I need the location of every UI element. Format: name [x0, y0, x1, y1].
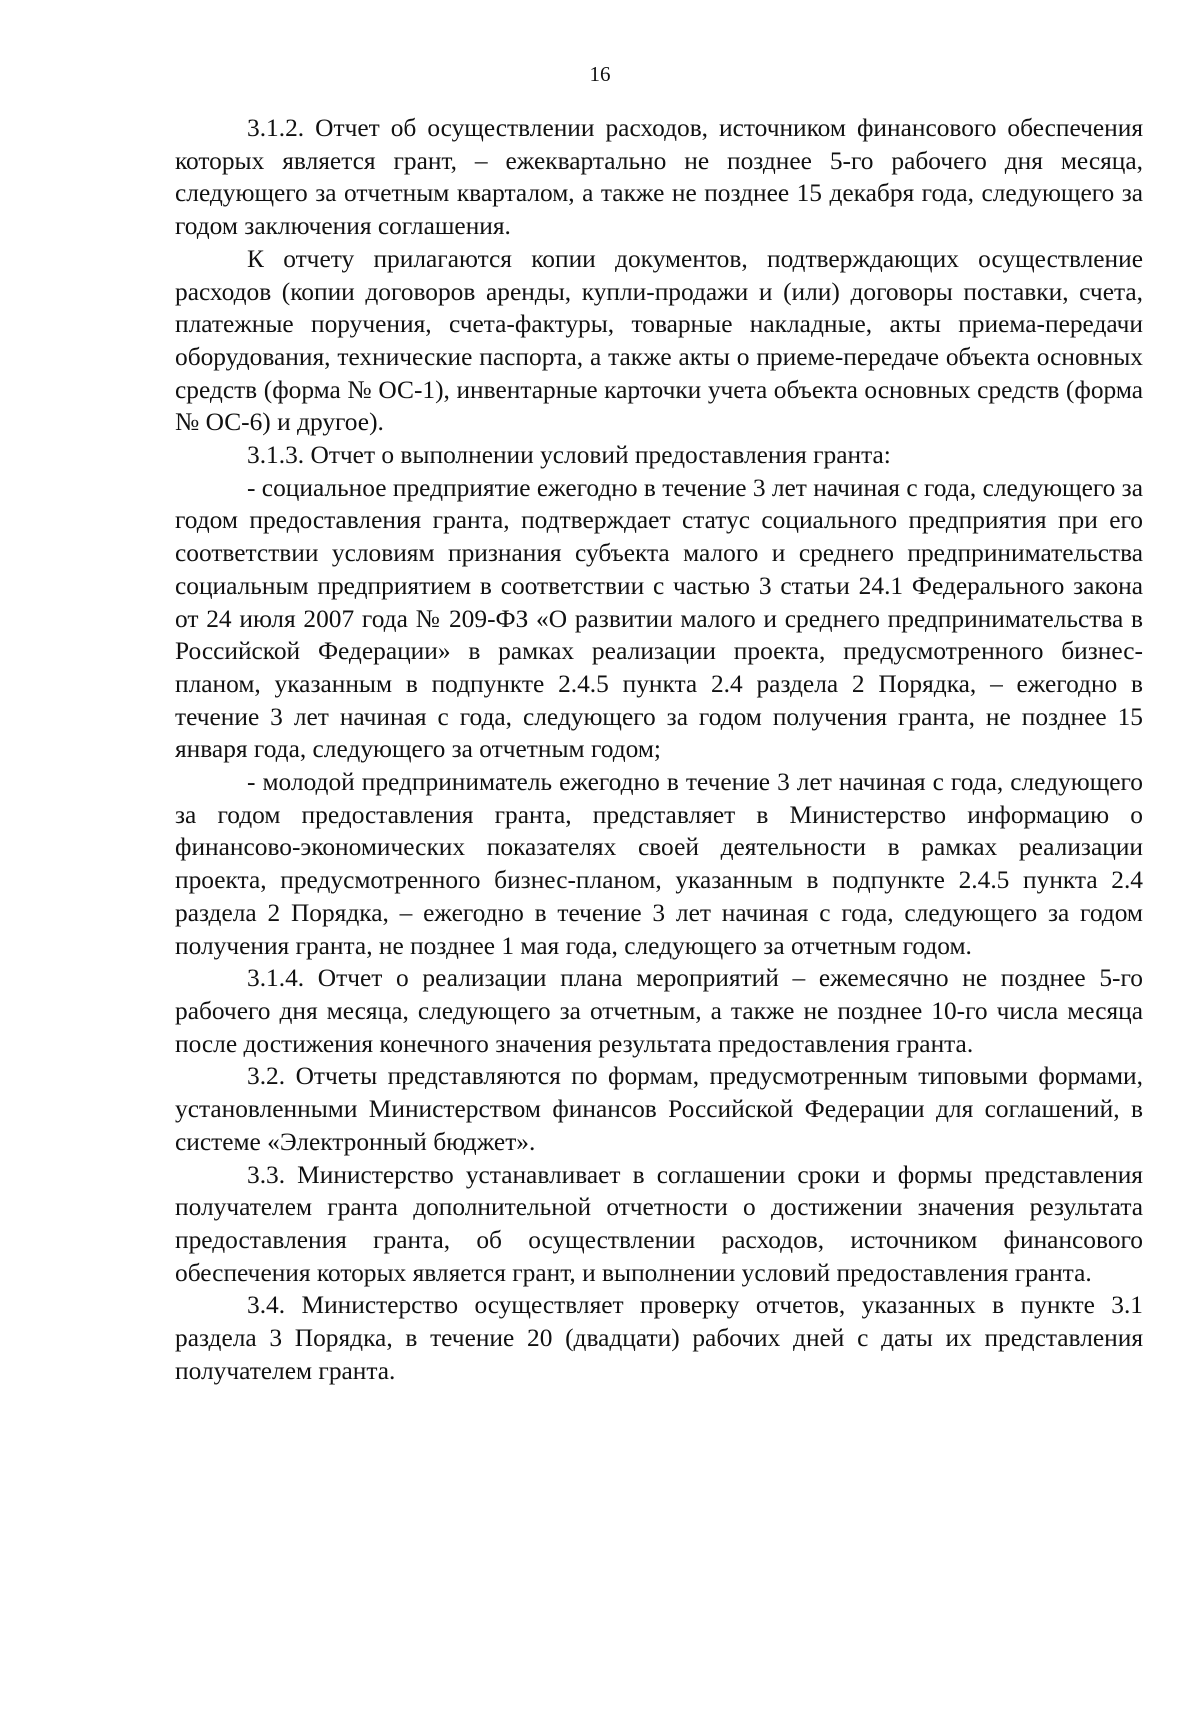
document-body — [175, 112, 1143, 1387]
paragraph-social-enterprise: - социальное предприятие ежегодно в течение 3 лет начиная с года, следующего за годом предоставления гранта, подтверждает статус социального предприятия при его соответствии условиям признания субъекта малого и среднего предпринимательства социальным предприятием в соответствии с частью 3 статьи 24.1 Федерального закона от 24 июля 2007 года № 209-ФЗ «О развитии малого и среднего предпринимательства в Российской Федерации» в рамках реализации проекта, предусмотренного бизнес-планом, указанным в подпункте 2.4.5 пункта 2.4 раздела 2 Порядка, – ежегодно в течение 3 лет начиная с года, следующего за годом получения гранта, не позднее 15 января года, следующего за отчетным годом; — [175, 473, 1143, 764]
paragraph-young-entrepreneur: - молодой предприниматель ежегодно в течение 3 лет начиная с года, следующего за годом предоставления гранта, представляет в Министерство информацию о финансово-экономических показателях своей деятельности в рамках реализации проекта, предусмотренного бизнес-планом, указанным в подпункте 2.4.5 пункта 2.4 раздела 2 Порядка, – ежегодно в течение 3 лет начиная с года, следующего за годом получения гранта, не позднее 1 мая года, следующего за отчетным годом. — [175, 768, 1143, 960]
paragraph-3-4: 3.4. Министерство осуществляет проверку отчетов, указанных в пункте 3.1 раздела 3 Порядка, в течение 20 (двадцати) рабочих дней с даты их представления получателем гранта. — [175, 1291, 1143, 1385]
page-number: 16 — [589, 62, 611, 86]
paragraph-report-attachments: К отчету прилагаются копии документов, подтверждающих осуществление расходов (копии договоров аренды, купли-продажи и (или) договоры поставки, счета, платежные поручения, счета-фактуры, товарные накладные, акты приема-передачи оборудования, технические паспорта, а также акты о приеме-передаче объекта основных средств (форма № ОС-1), инвентарные карточки учета объекта основных средств (форма № ОС-6) и другое). — [175, 244, 1143, 437]
paragraph-3-3: 3.3. Министерство устанавливает в соглашении сроки и формы представления получателем гранта дополнительной отчетности о достижении значения результата предоставления гранта, об осуществлении расходов, источником финансового обеспечения которых является грант, и выполнении условий предоставления гранта. — [175, 1160, 1143, 1287]
paragraph-3-1-3: 3.1.3. Отчет о выполнении условий предоставления гранта: — [247, 441, 891, 470]
paragraph-3-1-2: 3.1.2. Отчет об осуществлении расходов, источником финансового обеспечения которых является грант, – ежеквартально не позднее 5-го рабочего дня месяца, следующего за отчетным кварталом, а также не позднее 15 декабря года, следующего за годом заключения соглашения. — [175, 114, 1143, 241]
paragraph-3-1-4: 3.1.4. Отчет о реализации плана мероприятий – ежемесячно не позднее 5-го рабочего дня месяца, следующего за отчетным, а также не позднее 10-го числа месяца после достижения конечного значения результата предоставления гранта. — [175, 964, 1143, 1058]
paragraph-3-2: 3.2. Отчеты представляются по формам, предусмотренным типовыми формами, установленными Министерством финансов Российской Федерации для соглашений, в системе «Электронный бюджет». — [175, 1062, 1143, 1156]
